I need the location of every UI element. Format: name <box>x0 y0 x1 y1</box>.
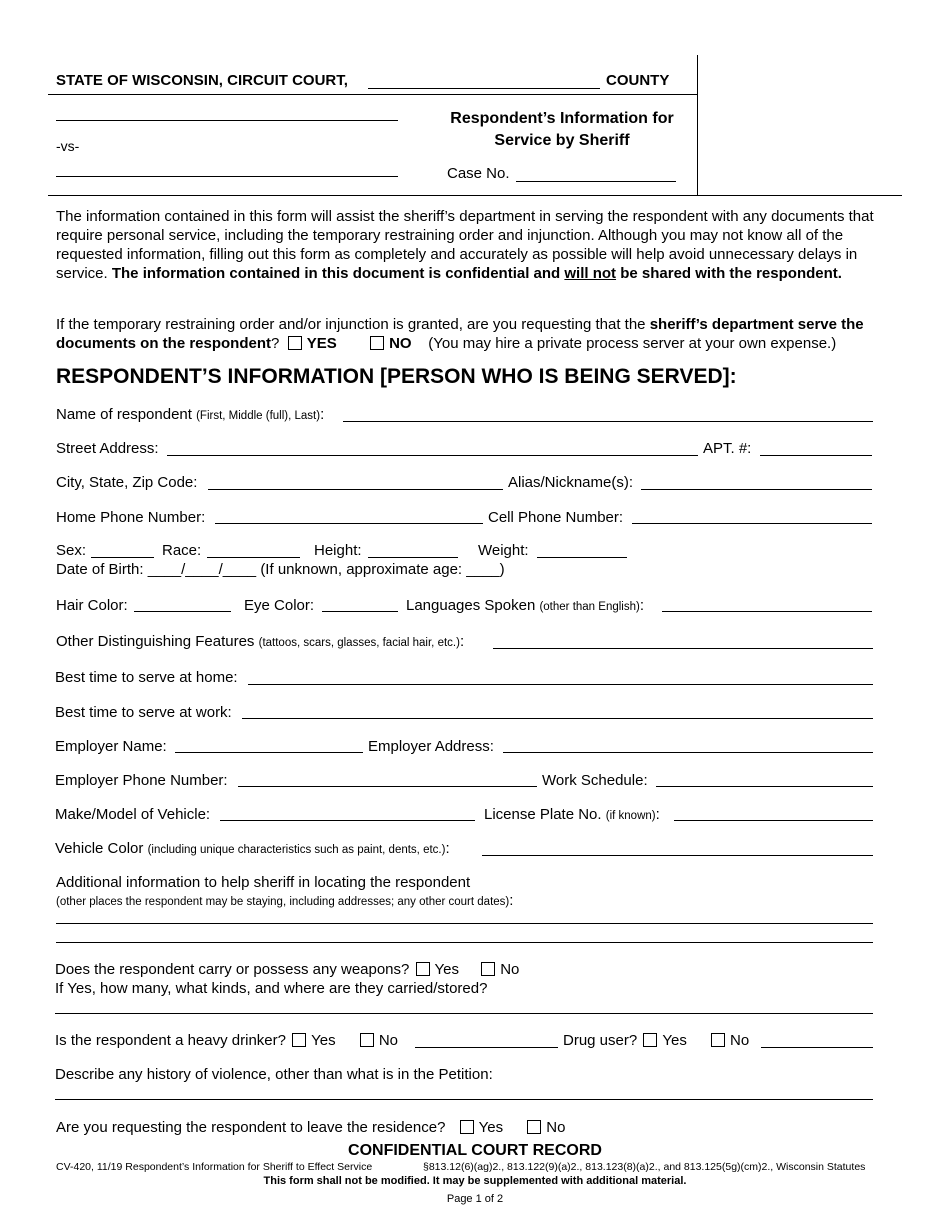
leave-question: Are you requesting the respondent to leave the residence? <box>56 1119 446 1136</box>
drug-field[interactable] <box>761 1047 873 1048</box>
race-field[interactable] <box>207 557 300 558</box>
request-bold: sheriff’s department serve the documents on the respondent <box>56 316 864 352</box>
leave-row <box>56 1119 565 1136</box>
features-hint: (tattoos, scars, glasses, facial hair, etc.) <box>258 637 460 649</box>
city-label: City, State, Zip Code: <box>56 474 198 491</box>
best-home-field[interactable] <box>248 684 873 685</box>
hair-label: Hair Color: <box>56 597 128 614</box>
county-label: COUNTY <box>606 72 670 89</box>
court-label: STATE OF WISCONSIN, CIRCUIT COURT, <box>56 72 348 89</box>
name-label <box>56 406 324 423</box>
vehicle-color-field[interactable] <box>482 855 873 856</box>
additional-hint: (other places the respondent may be staying, including addresses; any other court dates) <box>56 896 510 908</box>
apt-field[interactable] <box>760 455 872 456</box>
plate-colon: : <box>655 806 660 823</box>
drug-no-checkbox[interactable] <box>711 1033 725 1047</box>
eye-field[interactable] <box>322 611 398 612</box>
intro-bold-underlined: will not <box>564 265 617 282</box>
street-label: Street Address: <box>56 440 159 457</box>
page-number: Page 1 of 2 <box>446 1193 504 1205</box>
work-schedule-field[interactable] <box>656 786 873 787</box>
weapons-field[interactable] <box>55 1013 873 1014</box>
plate-label <box>484 806 660 823</box>
alias-field[interactable] <box>641 489 872 490</box>
violence-field[interactable] <box>55 1099 873 1100</box>
statutes: §813.12(6)(ag)2., 813.122(9)(a)2., 813.123(8)(a)2., and 813.125(5g)(cm)2., Wisconsin Statutes <box>423 1161 866 1173</box>
request-note: (You may hire a private process server at your own expense.) <box>428 335 837 352</box>
additional-colon: : <box>509 892 514 909</box>
additional-label: Additional information to help sheriff in locating the respondent <box>56 874 471 891</box>
request-no-checkbox[interactable] <box>370 336 384 350</box>
form-id: CV-420, 11/19 Respondent’s Information for Sheriff to Effect Service <box>56 1161 373 1173</box>
drug-no-label: No <box>730 1032 750 1049</box>
case-no-label: Case No. <box>447 165 510 182</box>
leave-yes-label: Yes <box>478 1119 504 1136</box>
request-paragraph <box>56 315 901 353</box>
features-colon: : <box>459 633 465 650</box>
plate-text: License Plate No. <box>484 806 602 823</box>
languages-field[interactable] <box>662 611 872 612</box>
weapons-yes-checkbox[interactable] <box>416 962 430 976</box>
vehicle-color-hint: (including unique characteristics such as paint, dents, etc.) <box>147 844 446 856</box>
vehicle-color-label <box>55 840 450 857</box>
cell-phone-label: Cell Phone Number: <box>488 509 624 526</box>
form-title-line1: Respondent’s Information for <box>450 110 674 127</box>
leave-no-label: No <box>546 1119 566 1136</box>
eye-label: Eye Color: <box>244 597 315 614</box>
cell-phone-field[interactable] <box>632 523 872 524</box>
intro-bold-a: The information contained in this document is confidential and <box>111 265 561 282</box>
weapons-no-label: No <box>500 961 520 978</box>
features-field[interactable] <box>493 648 873 649</box>
sex-field[interactable] <box>91 557 154 558</box>
city-field[interactable] <box>208 489 503 490</box>
request-question-mark: ? <box>271 335 280 352</box>
employer-phone-field[interactable] <box>238 786 537 787</box>
respondent-field[interactable] <box>56 176 398 177</box>
vehicle-field[interactable] <box>220 820 475 821</box>
request-text: If the temporary restraining order and/or injunction is granted, are you requesting that the <box>56 316 646 333</box>
alias-label: Alias/Nickname(s): <box>508 474 634 491</box>
request-yes-checkbox[interactable] <box>288 336 302 350</box>
weight-field[interactable] <box>537 557 627 558</box>
languages-text: Languages Spoken <box>406 597 536 614</box>
request-yes-label: YES <box>306 335 337 352</box>
vehicle-label: Make/Model of Vehicle: <box>55 806 211 823</box>
drinker-no-label: No <box>378 1032 398 1049</box>
employer-phone-label: Employer Phone Number: <box>55 772 228 789</box>
county-name-field[interactable] <box>368 88 600 89</box>
name-field[interactable] <box>343 421 873 422</box>
dob-label: Date of Birth: ____/____/____ (If unknown, approximate age: ____) <box>56 561 505 578</box>
home-phone-label: Home Phone Number: <box>56 509 206 526</box>
employer-address-field[interactable] <box>503 752 873 753</box>
features-label <box>56 633 464 650</box>
weapons-followup: If Yes, how many, what kinds, and where are they carried/stored? <box>55 980 488 997</box>
hair-field[interactable] <box>134 611 231 612</box>
name-hint: (First, Middle (full), Last) <box>196 410 321 422</box>
vehicle-color-text: Vehicle Color <box>55 840 144 857</box>
street-field[interactable] <box>167 455 698 456</box>
race-label: Race: <box>162 542 202 559</box>
section-title: RESPONDENT’S INFORMATION [PERSON WHO IS BEING SERVED]: <box>56 365 737 388</box>
best-work-field[interactable] <box>242 718 873 719</box>
drug-row <box>563 1032 749 1049</box>
request-no-label: NO <box>389 335 412 352</box>
form-title <box>420 108 704 152</box>
additional-field-1[interactable] <box>56 923 873 924</box>
height-label: Height: <box>314 542 362 559</box>
drug-yes-checkbox[interactable] <box>643 1033 657 1047</box>
plate-field[interactable] <box>674 820 873 821</box>
drug-yes-label: Yes <box>662 1032 687 1049</box>
drinker-row <box>55 1032 398 1049</box>
weapons-question: Does the respondent carry or possess any weapons? <box>55 961 410 978</box>
sex-label: Sex: <box>56 542 87 559</box>
petitioner-field[interactable] <box>56 120 398 121</box>
intro-text: The information contained in this form will assist the sheriff’s department in serving the respondent with any documents that require personal service, including the temporary restraining order and injunction. Although you may not know all of the requested information, filling out this form as completely and accurately as possible will help avoid unnecessary delays in service. <box>56 208 874 282</box>
height-field[interactable] <box>368 557 458 558</box>
languages-label <box>406 597 644 614</box>
drinker-no-checkbox[interactable] <box>360 1033 374 1047</box>
name-text: Name of respondent <box>56 406 192 423</box>
plate-hint: (if known) <box>605 810 656 822</box>
languages-hint: (other than English) <box>539 601 640 613</box>
intro-paragraph <box>56 207 896 283</box>
case-no-field[interactable] <box>516 181 676 182</box>
employer-address-label: Employer Address: <box>368 738 494 755</box>
vs-label: -vs- <box>56 138 80 154</box>
drinker-yes-label: Yes <box>311 1032 336 1049</box>
apt-label: APT. #: <box>703 440 752 457</box>
languages-colon: : <box>639 597 644 614</box>
confidential-banner: CONFIDENTIAL COURT RECORD <box>348 1142 602 1159</box>
vehicle-color-colon: : <box>445 840 450 857</box>
best-work-label: Best time to serve at work: <box>55 704 232 721</box>
name-colon: : <box>320 406 325 423</box>
weapons-no-checkbox[interactable] <box>481 962 495 976</box>
drug-question: Drug user? <box>563 1032 638 1049</box>
drinker-field[interactable] <box>415 1047 558 1048</box>
employer-name-field[interactable] <box>175 752 363 753</box>
weight-label: Weight: <box>478 542 529 559</box>
additional-field-2[interactable] <box>56 942 873 943</box>
additional-hint-row <box>56 892 513 909</box>
header-bottom-rule <box>48 195 902 196</box>
best-home-label: Best time to serve at home: <box>55 669 238 686</box>
modification-notice: This form shall not be modified. It may be supplemented with additional material. <box>263 1175 687 1187</box>
employer-name-label: Employer Name: <box>55 738 167 755</box>
features-text: Other Distinguishing Features <box>56 633 255 650</box>
form-title-line2: Service by Sheriff <box>494 132 630 149</box>
home-phone-field[interactable] <box>215 523 483 524</box>
intro-bold-b: be shared with the respondent. <box>620 265 842 282</box>
work-schedule-label: Work Schedule: <box>542 772 648 789</box>
leave-no-checkbox[interactable] <box>527 1120 541 1134</box>
weapons-yes-label: Yes <box>434 961 460 978</box>
drinker-question: Is the respondent a heavy drinker? <box>55 1032 286 1049</box>
drinker-yes-checkbox[interactable] <box>292 1033 306 1047</box>
violence-label: Describe any history of violence, other than what is in the Petition: <box>55 1066 493 1083</box>
header-rule <box>48 94 698 95</box>
weapons-row <box>55 961 519 978</box>
leave-yes-checkbox[interactable] <box>460 1120 474 1134</box>
